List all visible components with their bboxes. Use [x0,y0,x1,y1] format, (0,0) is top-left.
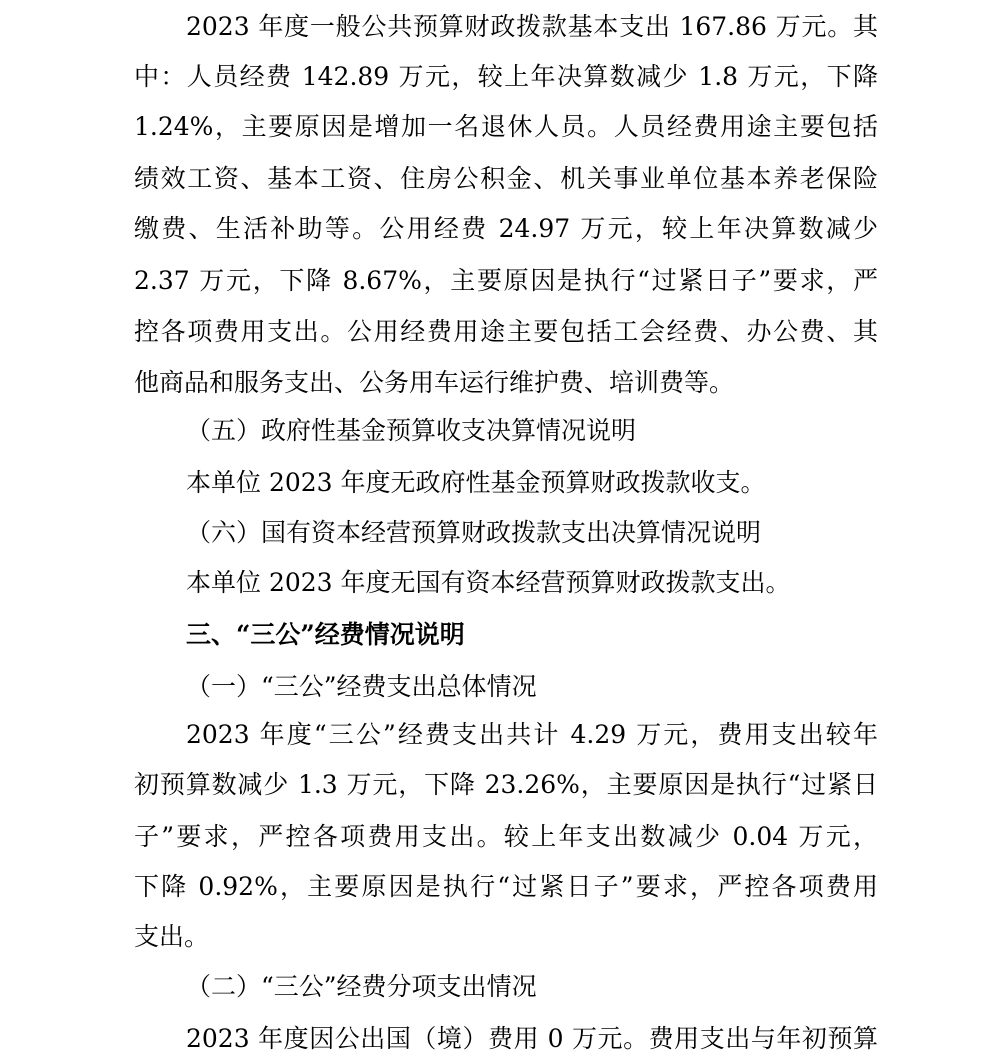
paragraph-line: 2.37 万元，下降 8.67%，主要原因是执行“过紧日子”要求，严 [134,266,878,295]
subsection-heading-2: （二）“三公”经费分项支出情况 [186,972,537,1001]
paragraph-line: 他商品和服务支出、公务用车运行维护费、培训费等。 [134,368,735,397]
paragraph-line: 控各项费用支出。公用经费用途主要包括工会经费、办公费、其 [134,317,878,346]
subsection-heading-1: （一）“三公”经费支出总体情况 [186,672,537,701]
paragraph-line: 缴费、生活补助等。公用经费 24.97 万元，较上年决算数减少 [134,214,878,243]
paragraph-line: 本单位 2023 年度无政府性基金预算财政拨款收支。 [186,468,766,497]
paragraph-line: 本单位 2023 年度无国有资本经营预算财政拨款支出。 [186,568,791,597]
paragraph-line: 支出。 [134,922,210,951]
paragraph-line: 绩效工资、基本工资、住房公积金、机关事业单位基本养老保险 [134,164,878,193]
paragraph-line: 1.24%，主要原因是增加一名退休人员。人员经费用途主要包括 [134,112,878,141]
paragraph-line: 2023 年度一般公共预算财政拨款基本支出 167.86 万元。其 [186,12,878,41]
paragraph-line: 子”要求，严控各项费用支出。较上年支出数减少 0.04 万元， [134,822,878,851]
section-heading-6: （六）国有资本经营预算财政拨款支出决算情况说明 [186,518,762,547]
paragraph-line: 中：人员经费 142.89 万元，较上年决算数减少 1.8 万元，下降 [134,62,878,91]
section-heading-5: （五）政府性基金预算收支决算情况说明 [186,416,637,445]
paragraph-line: 下降 0.92%，主要原因是执行“过紧日子”要求，严控各项费用 [134,872,878,901]
chapter-heading-three-public-expenses: 三、“三公”经费情况说明 [186,620,465,649]
paragraph-line: 初预算数减少 1.3 万元，下降 23.26%，主要原因是执行“过紧日 [134,770,878,799]
paragraph-line: 2023 年度“三公”经费支出共计 4.29 万元，费用支出较年 [186,720,878,749]
paragraph-line: 2023 年度因公出国（境）费用 0 万元。费用支出与年初预算 [186,1024,878,1053]
